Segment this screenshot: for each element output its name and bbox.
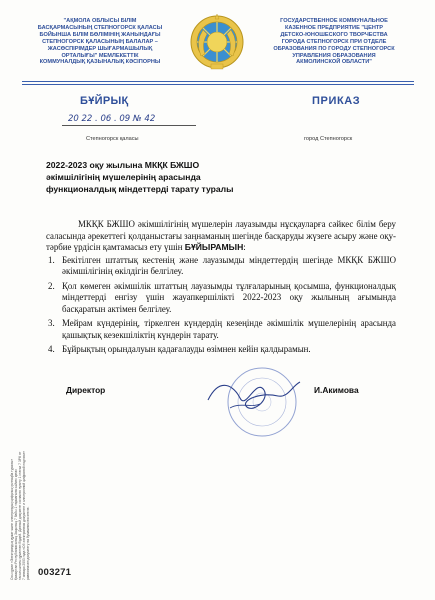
intro-colon: : xyxy=(243,242,246,253)
item-number: 2. xyxy=(48,280,55,291)
signer-role: Директор xyxy=(66,385,106,395)
title-line: әкімшілігінің мүшелерінің арасында xyxy=(46,172,201,182)
order-item xyxy=(46,318,396,341)
handwritten-date: 20 22 . 06 . 09 № 42 xyxy=(68,114,156,124)
item-text: Бұйрықтың орындалуын қадағалауды өзімнен кейін қалдырамын. xyxy=(62,343,311,354)
title-line: 2022-2023 оқу жылына МКҚК БЖШО xyxy=(46,160,200,170)
item-number: 1. xyxy=(48,254,55,265)
header-line: УПРАВЛЕНИЯ ОБРАЗОВАНИЯ xyxy=(292,52,376,59)
header-line: БАСҚАРМАСЫНЫҢ СТЕПНОГОРСК ҚАЛАСЫ xyxy=(37,24,163,31)
header-russian xyxy=(260,18,408,66)
order-item xyxy=(46,255,396,278)
header-kazakh xyxy=(26,18,174,66)
order-items-list xyxy=(46,255,396,356)
place-russian: город Степногорск xyxy=(304,136,353,142)
signer-name: И.Акимова xyxy=(314,385,359,395)
order-item xyxy=(46,344,396,356)
item-text: Қол көмеген әкімшілік штаттың лауазымды тұлғаларының қосымша, функционалдық міндеттерді енгізу үшін жауапкершілікті 2022-2023 оқу жылының ағымында басқаратын актімен белгілеу. xyxy=(62,280,396,314)
date-underline xyxy=(62,125,196,126)
order-label-russian: ПРИКАЗ xyxy=(312,95,361,107)
header-line: БОЙЫНША БІЛІМ БӨЛІМІНІҢ ЖАНЫНДАҒЫ xyxy=(39,31,161,38)
header-line: СТЕПНОГОРСК ҚАЛАСЫНЫҢ БАЛАЛАР – xyxy=(42,38,158,45)
header-line: ДЕТСКО-ЮНОШЕСКОГО ТВОРЧЕСТВА xyxy=(280,31,388,38)
title-line: функционалдық міндеттерді тарату туралы xyxy=(46,184,234,194)
header-divider xyxy=(22,81,414,82)
header-line: ОБРАЗОВАНИЯ ПО ГОРОДУ СТЕПНОГОРСК xyxy=(273,45,395,52)
header-line: ЖАСӨСПІРІМДЕР ШЫҒАРМАШЫЛЫҚ xyxy=(47,45,153,52)
command-word: БҰЙЫРАМЫН xyxy=(184,242,244,253)
order-date-field xyxy=(62,113,196,127)
order-title xyxy=(46,159,306,195)
item-number: 4. xyxy=(48,343,55,354)
order-intro xyxy=(46,219,396,254)
header-line: ОРТАЛЫҒЫ" МЕМЛЕКЕТТІК xyxy=(61,52,139,59)
order-body xyxy=(46,219,396,358)
kazakhstan-emblem-icon xyxy=(189,12,245,72)
seal-stamp-icon xyxy=(200,356,310,444)
place-kazakh: Степногорск қаласы xyxy=(86,136,139,142)
header-line: АКМОЛИНСКОЙ ОБЛАСТИ" xyxy=(296,59,372,66)
header-divider-thin xyxy=(22,84,414,85)
document-serial-number: 003271 xyxy=(38,567,72,578)
header-line: ГОРОДА СТЕПНОГОРСК ПРИ ОТДЕЛЕ xyxy=(281,38,387,45)
item-text: Бекітілген штаттық кестенің және лауазымды міндеттердің шегінде МКҚК БЖШО әкімшілігінің өкілдігін белгілеу. xyxy=(62,254,396,277)
intro-text: МКҚК БЖШО әкімшілігінің мүшелерін лауазымды нұсқауларға сәйкес білім беру саласында әрекеттегі қолданыстағы заңнаманың шегінде басқаруды жүзеге асыру және оқу-тәрбие үрдісін қамтамасыз ету үшін xyxy=(46,219,396,253)
item-text: Мейрам күндерінің, тіркелген күндердің кезеңінде әкімшілік мүшелерінің арасында қашықтық кезекшіліктің күндерін тарату. xyxy=(62,317,396,340)
item-number: 3. xyxy=(48,317,55,328)
header-line: "АҚМОЛА ОБЛЫСЫ БІЛІМ xyxy=(63,18,137,24)
order-item xyxy=(46,281,396,316)
legal-side-note: Осы құжат «Электрондық құжат және электрондық цифрлық қолтаңба туралы» Қазақстан Республикасының Заңының 7 бабы 1 тармағына сәйкес қағаз тасығыштағы құжатпен бірдей. Данный документ согласно пункту 1 статьи 7 ЗРК от 7 января 2003 года «Об электронном документе и электронной цифровой подписи» равнозначен документу на бумажном носителе. xyxy=(10,451,31,580)
header-line: ГОСУДАРСТВЕННОЕ КОММУНАЛЬНОЕ xyxy=(280,18,388,24)
header-line: КОММУНАЛДЫҚ ҚАЗЫНАЛЫҚ КӘСІПОРНЫ xyxy=(39,59,161,66)
order-label-kazakh: БҰЙРЫҚ xyxy=(80,95,129,107)
header-line: КАЗЕННОЕ ПРЕДПРИЯТИЕ "ЦЕНТР xyxy=(284,24,384,31)
